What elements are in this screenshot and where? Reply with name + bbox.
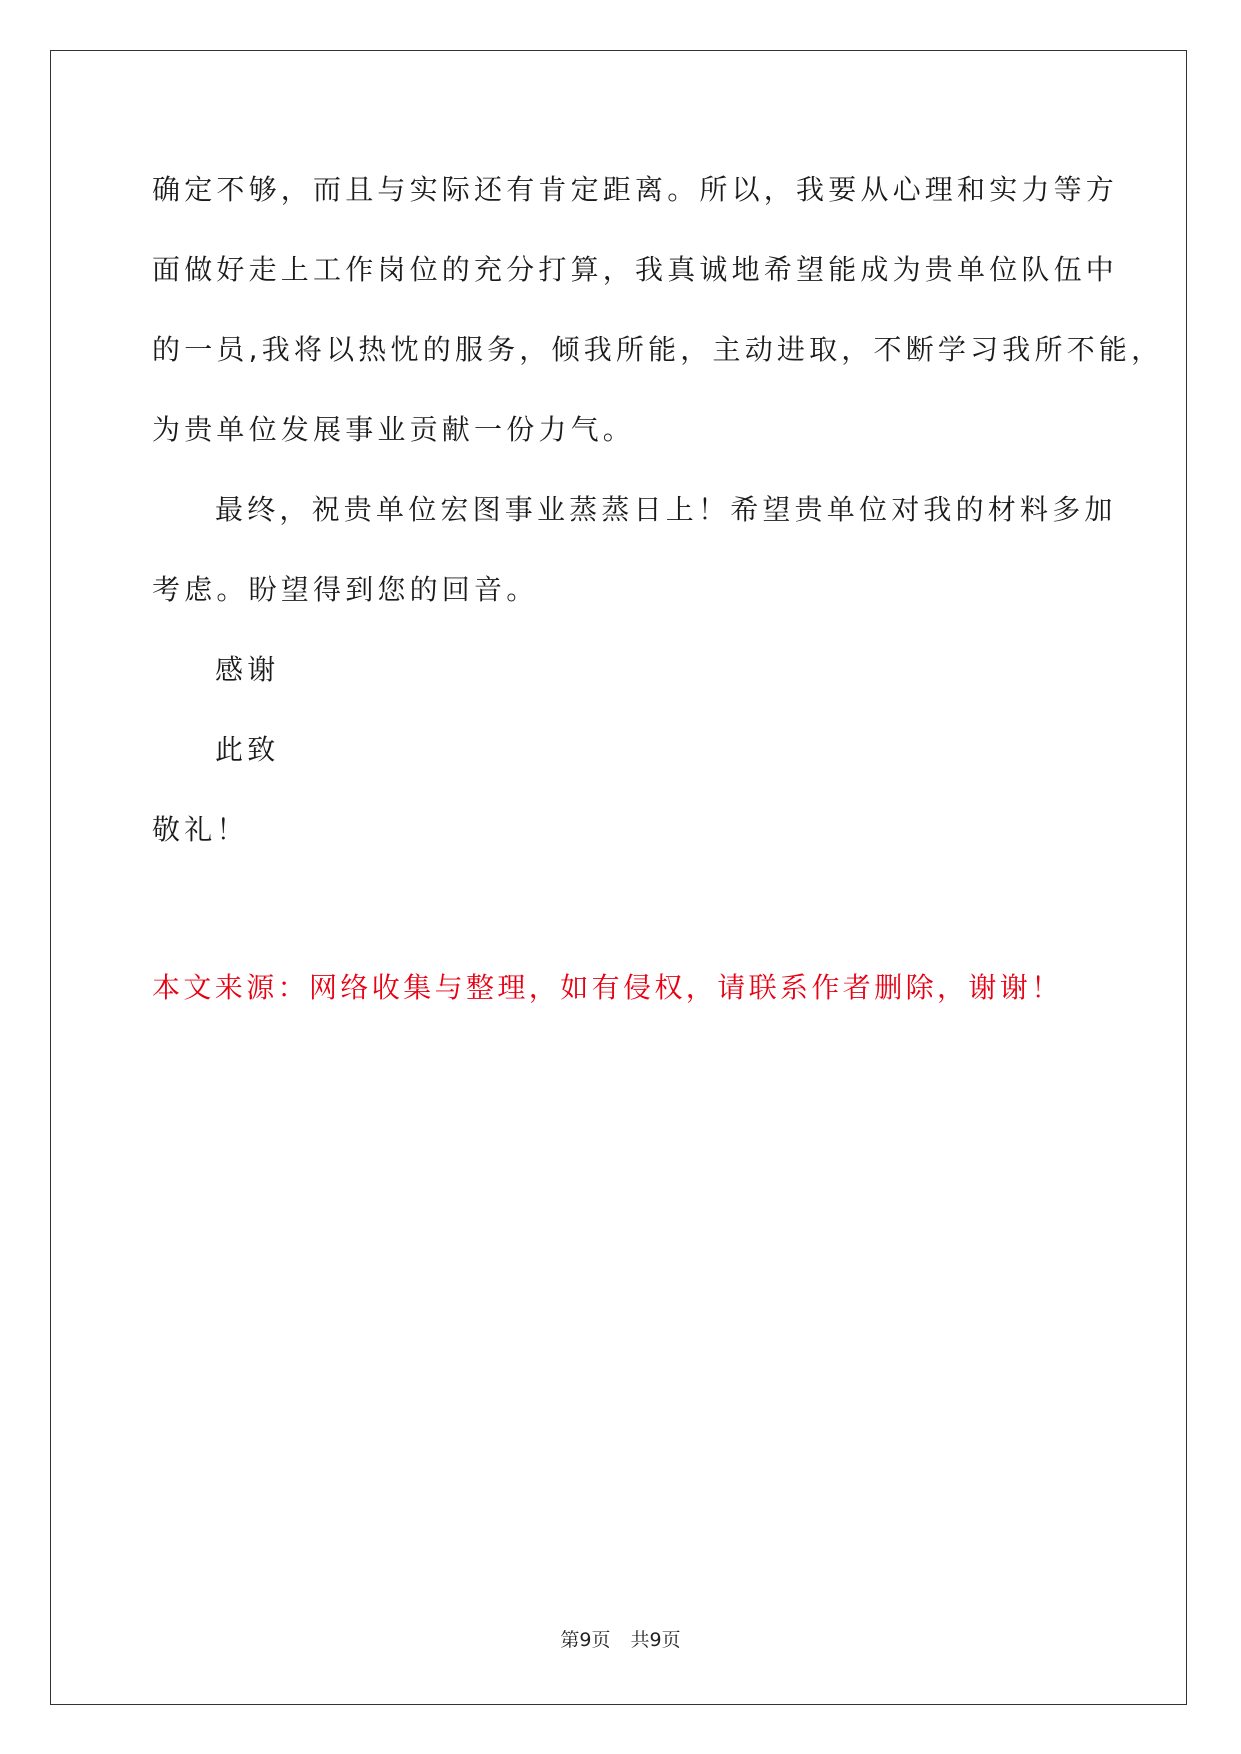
body-line-4: 为贵单位发展事业贡献一份力气。: [152, 413, 636, 446]
current-page-label: 第9页: [560, 1629, 611, 1651]
thanks-line: 感谢: [215, 653, 280, 686]
page-border: [50, 50, 1187, 1705]
page-footer: [0, 1628, 1241, 1652]
body-line-6: 考虑。盼望得到您的回音。: [152, 573, 539, 606]
salutation-line: 敬礼！: [152, 813, 249, 846]
closing-line: 此致: [215, 733, 280, 766]
body-line-2: 面做好走上工作岗位的充分打算，我真诚地希望能成为贵单位队伍中: [152, 253, 1119, 286]
total-pages-label: 共9页: [630, 1629, 681, 1651]
source-note: 本文来源：网络收集与整理，如有侵权，请联系作者删除，谢谢！: [152, 971, 1063, 1004]
body-line-1: 确定不够，而且与实际还有肯定距离。所以，我要从心理和实力等方: [152, 173, 1119, 206]
body-line-3: 的一员,我将以热忱的服务，倾我所能，主动进取，不断学习我所不能，: [152, 333, 1164, 366]
body-line-5: 最终，祝贵单位宏图事业蒸蒸日上！希望贵单位对我的材料多加: [215, 493, 1117, 526]
